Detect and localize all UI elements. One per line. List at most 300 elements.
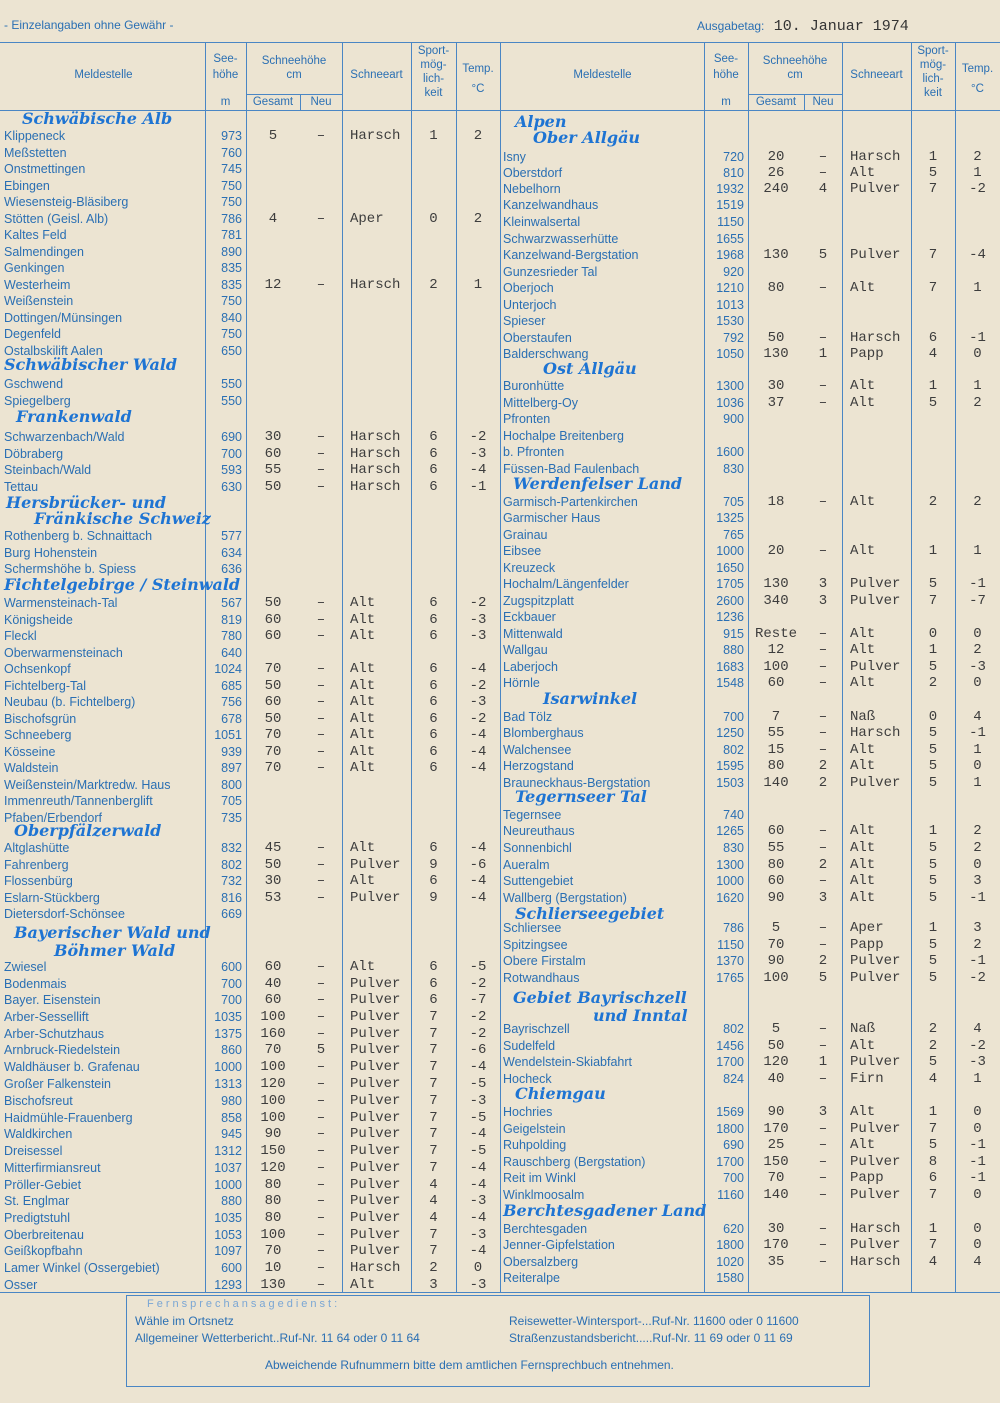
station-name: b. Pfronten — [503, 445, 565, 459]
snow-type: Alt — [850, 395, 876, 411]
station-name: Füssen-Bad Faulenbach — [503, 462, 640, 476]
sport-possibility: 6 — [429, 711, 438, 727]
snow-total: 90 — [767, 953, 785, 969]
station-name: Döbraberg — [4, 447, 64, 461]
sport-possibility: 7 — [429, 1076, 438, 1092]
elevation: 1580 — [716, 1271, 744, 1285]
elevation: 1705 — [716, 577, 744, 591]
snow-new: – — [316, 760, 326, 776]
snow-total: 80 — [264, 1210, 282, 1226]
snow-new: 2 — [818, 758, 828, 774]
snow-new: 2 — [818, 857, 828, 873]
sport-possibility: 7 — [429, 1093, 438, 1109]
snow-total: 90 — [767, 890, 785, 906]
station-name: Weißenstein/Marktredw. Haus — [4, 778, 171, 792]
snow-type: Pulver — [850, 247, 901, 263]
station-name: Stötten (Geisl. Alb) — [4, 212, 109, 226]
station-name: Arber-Schutzhaus — [4, 1027, 105, 1041]
elevation: 1051 — [214, 728, 242, 742]
elevation: 1370 — [716, 954, 744, 968]
right-section-title: und Inntal — [593, 1006, 688, 1025]
snow-new: – — [316, 429, 326, 445]
station-name: Pfronten — [503, 412, 551, 426]
snow-total: 35 — [767, 1254, 785, 1270]
elevation: 832 — [221, 841, 242, 855]
snow-type: Pulver — [850, 1154, 901, 1170]
right-station-row — [0, 165, 1000, 181]
right-header-sport2: mög- — [919, 59, 947, 71]
elevation: 640 — [221, 646, 242, 660]
station-name: Mittelberg-Oy — [503, 396, 579, 410]
left-header-elev-2: höhe — [212, 69, 239, 81]
elevation: 720 — [723, 150, 744, 164]
snow-total: 60 — [264, 959, 282, 975]
snow-new: – — [818, 149, 828, 165]
sport-possibility: 7 — [429, 1160, 438, 1176]
left-header-sport3: lich- — [422, 73, 445, 85]
snow-new: – — [316, 1227, 326, 1243]
elevation: 550 — [221, 377, 242, 391]
snow-total: 55 — [767, 840, 785, 856]
temperature: -4 — [969, 247, 986, 263]
temperature: 0 — [973, 1187, 982, 1203]
elevation: 1765 — [716, 971, 744, 985]
snow-new: – — [818, 378, 828, 394]
snow-new: – — [818, 1137, 828, 1153]
snow-total: 130 — [260, 1277, 286, 1293]
station-name: Obersalzberg — [503, 1255, 579, 1269]
station-name: Pfaben/Erbendorf — [4, 811, 102, 825]
snow-type: Alt — [350, 840, 376, 856]
station-name: Isny — [503, 150, 526, 164]
snow-new: – — [316, 1093, 326, 1109]
snow-new: – — [818, 725, 828, 741]
snow-type: Alt — [850, 1137, 876, 1153]
sport-possibility: 0 — [928, 626, 938, 642]
sport-possibility: 5 — [928, 970, 938, 986]
right-section-title: Werdenfelser Land — [513, 474, 683, 493]
elevation: 600 — [221, 1261, 242, 1275]
elevation: 1655 — [716, 232, 744, 246]
snow-new: – — [316, 857, 326, 873]
right-station-row — [0, 395, 1000, 411]
snow-total: 12 — [264, 277, 282, 293]
station-name: Wiesensteig-Bläsiberg — [4, 195, 129, 209]
snow-total: 140 — [763, 1187, 789, 1203]
snow-total: 70 — [264, 744, 282, 760]
station-name: Ostalbskilift Aalen — [4, 344, 103, 358]
snow-new: – — [818, 494, 828, 510]
elevation: 1210 — [716, 281, 744, 295]
station-name: Warmensteinach-Tal — [4, 596, 118, 610]
elevation: 1595 — [716, 759, 744, 773]
station-name: Eibsee — [503, 544, 542, 558]
snow-type: Alt — [850, 378, 876, 394]
snow-type: Harsch — [350, 128, 401, 144]
station-name: Bodenmais — [4, 977, 67, 991]
station-name: Fichtelberg-Tal — [4, 679, 86, 693]
sport-possibility: 1 — [928, 1104, 938, 1120]
right-header-elev-unit: m — [721, 96, 731, 108]
snow-total: 80 — [767, 280, 785, 296]
snow-new: – — [316, 1210, 326, 1226]
sport-possibility: 6 — [429, 727, 438, 743]
temperature: -4 — [469, 1177, 487, 1193]
station-name: Reiteralpe — [503, 1271, 560, 1285]
sport-possibility: 4 — [429, 1210, 438, 1226]
temperature: -3 — [469, 694, 487, 710]
elevation: 840 — [221, 311, 242, 325]
right-station-row — [0, 775, 1000, 791]
station-name: Ruhpolding — [503, 1138, 567, 1152]
temperature: -2 — [469, 678, 487, 694]
snow-type: Alt — [850, 758, 876, 774]
temperature: -3 — [469, 446, 487, 462]
elevation: 915 — [723, 627, 744, 641]
right-section-title: Alpen — [515, 112, 567, 131]
elevation: 1000 — [214, 1178, 242, 1192]
snow-new: – — [316, 479, 326, 495]
elevation: 634 — [221, 546, 242, 560]
temperature: -6 — [469, 857, 487, 873]
elevation: 786 — [723, 921, 744, 935]
snow-type: Alt — [350, 661, 376, 677]
right-station-row — [0, 1104, 1000, 1120]
snow-new: – — [316, 661, 326, 677]
sport-possibility: 6 — [429, 873, 438, 889]
right-station-row — [0, 527, 1000, 543]
station-name: Kanzelwandhaus — [503, 198, 599, 212]
elevation: 786 — [221, 212, 242, 226]
right-station-row — [0, 264, 1000, 280]
elevation: 1800 — [716, 1122, 744, 1136]
sport-possibility: 7 — [429, 1110, 438, 1126]
temperature: -2 — [969, 970, 986, 986]
temperature: 0 — [973, 1221, 982, 1237]
sport-possibility: 0 — [429, 211, 438, 227]
temperature: 1 — [973, 543, 982, 559]
elevation: 1375 — [214, 1027, 242, 1041]
elevation: 900 — [723, 412, 744, 426]
temperature: -5 — [469, 1110, 487, 1126]
snow-type: Alt — [850, 840, 876, 856]
snow-total: 50 — [264, 595, 282, 611]
snow-total: 340 — [763, 593, 789, 609]
snow-type: Pulver — [850, 1121, 901, 1137]
right-header-temp: Temp. — [961, 63, 994, 75]
right-station-row — [0, 346, 1000, 362]
right-section-title: Chiemgau — [515, 1084, 606, 1103]
sport-possibility: 5 — [928, 840, 938, 856]
snow-new: – — [316, 1126, 326, 1142]
snow-total: 60 — [767, 873, 785, 889]
snow-total: 50 — [767, 1038, 785, 1054]
elevation: 1313 — [214, 1077, 242, 1091]
snow-type: Alt — [850, 873, 876, 889]
right-station-row — [0, 1137, 1000, 1153]
elevation: 802 — [723, 1022, 744, 1036]
station-name: Schneeberg — [4, 728, 72, 742]
station-name: Meßstetten — [4, 146, 67, 160]
right-header-snow: Schneehöhe — [762, 55, 828, 67]
sport-possibility: 6 — [429, 976, 438, 992]
snow-new: – — [818, 165, 828, 181]
elevation: 802 — [723, 743, 744, 757]
snow-total: 7 — [771, 709, 781, 725]
snow-new: – — [818, 1038, 828, 1054]
snow-type: Alt — [350, 694, 376, 710]
elevation: 973 — [221, 129, 242, 143]
snow-total: 15 — [767, 742, 785, 758]
snow-new: 2 — [818, 775, 828, 791]
snow-total: 80 — [264, 1193, 282, 1209]
station-name: Spieser — [503, 314, 546, 328]
elevation: 756 — [221, 695, 242, 709]
right-station-row — [0, 890, 1000, 906]
sport-possibility: 5 — [928, 775, 938, 791]
temperature: 1 — [973, 775, 982, 791]
sport-possibility: 7 — [928, 593, 938, 609]
right-section-title: Schlierseegebiet — [515, 904, 665, 923]
station-name: Oberwarmensteinach — [4, 646, 123, 660]
snow-type: Pulver — [350, 1076, 401, 1092]
temperature: -1 — [969, 576, 986, 592]
snow-new: 1 — [818, 346, 828, 362]
left-section-title: Bayerischer Wald und — [14, 923, 211, 942]
elevation: 819 — [221, 613, 242, 627]
station-name: Arnbruck-Riedelstein — [4, 1043, 121, 1057]
snow-type: Pulver — [850, 576, 901, 592]
elevation: 792 — [723, 331, 744, 345]
snow-total: 130 — [763, 346, 789, 362]
station-name: Zwiesel — [4, 960, 47, 974]
elevation: 1569 — [716, 1105, 744, 1119]
temperature: 2 — [973, 823, 982, 839]
snow-type: Alt — [850, 1038, 876, 1054]
temperature: 4 — [973, 1254, 982, 1270]
snow-new: – — [316, 694, 326, 710]
snow-total: 70 — [264, 1042, 282, 1058]
snow-total: 55 — [264, 462, 282, 478]
temperature: 2 — [973, 395, 982, 411]
snow-new: – — [316, 840, 326, 856]
snow-new: – — [818, 873, 828, 889]
sport-possibility: 1 — [928, 149, 938, 165]
snow-total: 70 — [264, 661, 282, 677]
snow-total: 170 — [763, 1237, 789, 1253]
snow-type: Alt — [850, 494, 876, 510]
elevation: 1265 — [716, 824, 744, 838]
snow-type: Aper — [350, 211, 384, 227]
station-name: Ochsenkopf — [4, 662, 71, 676]
station-name: Immenreuth/Tannenberglift — [4, 794, 153, 808]
temperature: 0 — [973, 857, 982, 873]
sport-possibility: 6 — [429, 760, 438, 776]
snow-new: – — [818, 709, 828, 725]
right-station-row — [0, 313, 1000, 329]
snow-type: Alt — [350, 1277, 376, 1293]
snow-new: – — [316, 1059, 326, 1075]
station-name: Garmisch-Partenkirchen — [503, 495, 638, 509]
elevation: 880 — [221, 1194, 242, 1208]
snow-type: Pulver — [850, 775, 901, 791]
station-name: Bad Tölz — [503, 710, 553, 724]
left-section-title: Oberpfälzerwald — [14, 821, 162, 840]
snow-type: Pulver — [850, 181, 901, 197]
temperature: -2 — [469, 1009, 487, 1025]
station-name: Eckbauer — [503, 610, 556, 624]
elevation: 669 — [221, 907, 242, 921]
snow-type: Pulver — [350, 890, 401, 906]
sport-possibility: 6 — [429, 744, 438, 760]
station-name: Rothenberg b. Schnaittach — [4, 529, 153, 543]
snow-total: 5 — [771, 920, 781, 936]
snow-total: 5 — [771, 1021, 781, 1037]
elevation: 945 — [221, 1127, 242, 1141]
station-name: Wallgau — [503, 643, 548, 657]
snow-new: – — [818, 1071, 828, 1087]
left-header-temp: Temp. — [462, 63, 494, 75]
snow-total: 60 — [767, 675, 785, 691]
snow-type: Pulver — [850, 970, 901, 986]
elevation: 1312 — [214, 1144, 242, 1158]
right-station-row — [0, 1154, 1000, 1170]
elevation: 1097 — [214, 1244, 242, 1258]
station-name: Kaltes Feld — [4, 228, 67, 242]
elevation: 620 — [723, 1222, 744, 1236]
right-station-row — [0, 280, 1000, 296]
snow-new: – — [818, 937, 828, 953]
station-name: Gunzesrieder Tal — [503, 265, 598, 279]
right-station-row — [0, 1221, 1000, 1237]
snow-total: 120 — [260, 1076, 286, 1092]
station-name: Wallberg (Bergstation) — [503, 891, 627, 905]
station-name: Sudelfeld — [503, 1039, 556, 1053]
elevation: 690 — [723, 1138, 744, 1152]
station-name: Herzogstand — [503, 759, 574, 773]
snow-new: – — [316, 446, 326, 462]
left-header-sport2: mög- — [420, 59, 447, 71]
snow-total: 40 — [264, 976, 282, 992]
temperature: -4 — [469, 1243, 487, 1259]
snow-type: Papp — [850, 1170, 884, 1186]
temperature: -5 — [469, 1143, 487, 1159]
temperature: -4 — [469, 760, 487, 776]
snow-new: – — [316, 1143, 326, 1159]
right-station-row — [0, 428, 1000, 444]
right-station-row — [0, 1187, 1000, 1203]
snow-type: Pulver — [350, 1110, 401, 1126]
snow-type: Alt — [850, 543, 876, 559]
elevation: 781 — [221, 228, 242, 242]
right-station-row — [0, 149, 1000, 165]
sport-possibility: 5 — [928, 873, 938, 889]
temperature: -5 — [469, 959, 487, 975]
snow-total: 50 — [264, 678, 282, 694]
right-station-row — [0, 807, 1000, 823]
snow-new: – — [316, 873, 326, 889]
snow-total: 26 — [767, 165, 785, 181]
elevation: 880 — [723, 643, 744, 657]
elevation: 1600 — [716, 445, 744, 459]
elevation: 700 — [221, 447, 242, 461]
right-station-row — [0, 1170, 1000, 1186]
snow-new: – — [316, 612, 326, 628]
temperature: -1 — [969, 1154, 986, 1170]
station-name: Jenner-Gipfelstation — [503, 1238, 615, 1252]
sport-possibility: 7 — [928, 181, 938, 197]
left-section-title: Böhmer Wald — [54, 941, 176, 960]
elevation: 740 — [723, 808, 744, 822]
snow-total: 140 — [763, 775, 789, 791]
snow-total: 40 — [767, 1071, 785, 1087]
station-name: Nebelhorn — [503, 182, 561, 196]
snow-type: Pulver — [350, 1042, 401, 1058]
temperature: -3 — [969, 659, 986, 675]
snow-total: 70 — [264, 727, 282, 743]
sport-possibility: 6 — [429, 959, 438, 975]
snow-total: 100 — [260, 1093, 286, 1109]
snow-new: – — [316, 727, 326, 743]
elevation: 1293 — [214, 1278, 242, 1292]
station-name: Altglashütte — [4, 841, 70, 855]
snow-total: 70 — [264, 760, 282, 776]
sport-possibility: 5 — [928, 165, 938, 181]
right-station-row — [0, 1270, 1000, 1286]
snow-type: Alt — [850, 823, 876, 839]
station-name: Dottingen/Münsingen — [4, 311, 123, 325]
snow-type: Pulver — [350, 1227, 401, 1243]
snow-type: Harsch — [350, 462, 401, 478]
temperature: -4 — [469, 1126, 487, 1142]
right-section-title: Gebiet Bayrischzell — [513, 988, 687, 1007]
snow-type: Pulver — [350, 857, 401, 873]
elevation: 860 — [221, 1043, 242, 1057]
right-station-row — [0, 593, 1000, 609]
station-name: Brauneckhaus-Bergstation — [503, 776, 651, 790]
elevation: 732 — [221, 874, 242, 888]
station-name: Zugspitzplatt — [503, 594, 574, 608]
left-header-snow-unit: cm — [286, 69, 302, 81]
station-name: Hochries — [503, 1105, 553, 1119]
snow-new: – — [316, 1009, 326, 1025]
temperature: 1 — [973, 1071, 982, 1087]
snow-new: 3 — [818, 1104, 828, 1120]
phone-service-line4: Straßenzustandsbericht.....Ruf-Nr. 11 69 oder 0 11 69 — [509, 1331, 793, 1345]
right-header-sport1: Sport- — [917, 45, 949, 57]
sport-possibility: 5 — [928, 395, 938, 411]
elevation: 750 — [221, 179, 242, 193]
snow-total: 100 — [260, 1227, 286, 1243]
station-name: Waldstein — [4, 761, 59, 775]
elevation: 1700 — [716, 1155, 744, 1169]
snow-new: 5 — [316, 1042, 326, 1058]
station-name: Rauschberg (Bergstation) — [503, 1155, 646, 1169]
elevation: 835 — [221, 278, 242, 292]
snow-new: – — [818, 1237, 828, 1253]
snow-type: Pulver — [350, 1193, 401, 1209]
right-header-snow-total: Gesamt — [755, 96, 797, 108]
snow-new: – — [316, 628, 326, 644]
elevation: 1300 — [716, 858, 744, 872]
snow-new: – — [316, 1177, 326, 1193]
station-name: Klippeneck — [4, 129, 66, 143]
snow-total: 53 — [264, 890, 282, 906]
station-name: Hochalm/Längenfelder — [503, 577, 629, 591]
snow-new: – — [316, 976, 326, 992]
sport-possibility: 7 — [429, 1026, 438, 1042]
sport-possibility: 7 — [429, 1059, 438, 1075]
